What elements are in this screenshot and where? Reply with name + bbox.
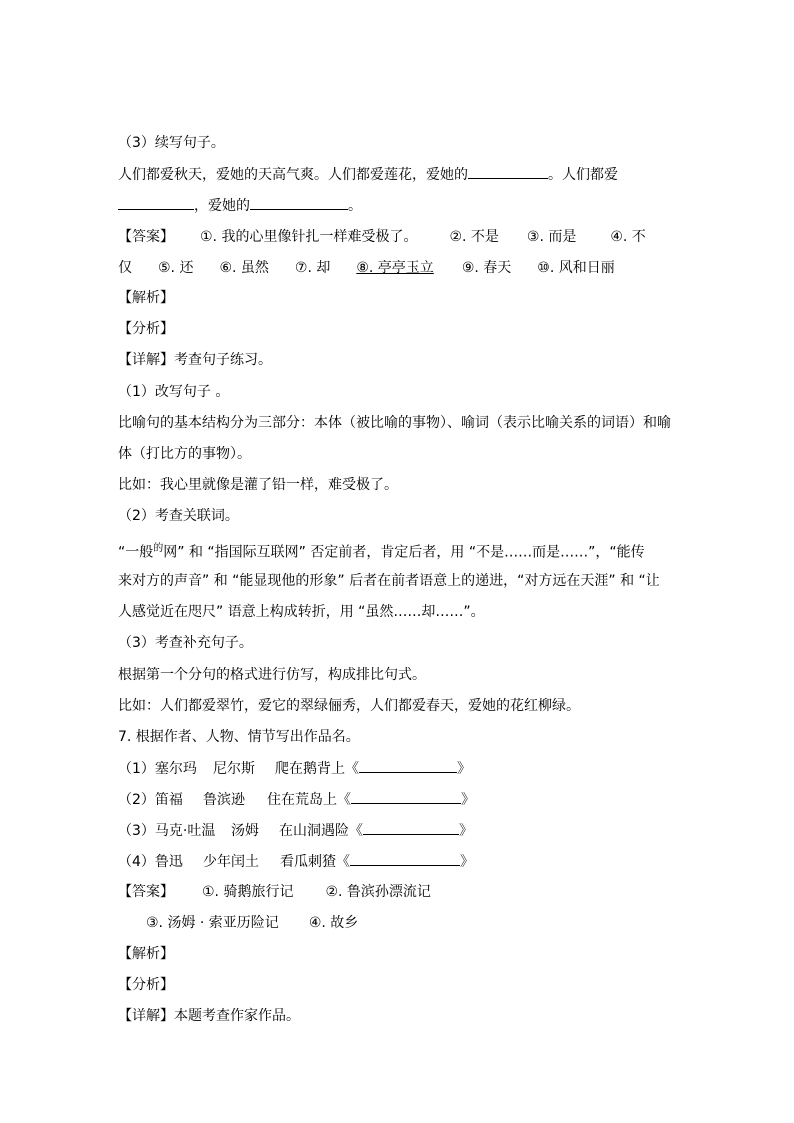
answer-item: ②. 不是: [449, 229, 499, 245]
detail-line: 人感觉近在咫尺” 语意上构成转折，用 “虽然……却……”。: [118, 604, 485, 620]
answer-item: ⑧. 亭亭玉立: [356, 260, 434, 276]
plot: 在山洞遇险《: [279, 823, 363, 839]
character: 鲁滨逊: [203, 792, 245, 808]
text: ，爱她的: [194, 198, 250, 214]
answer-item: ⑩. 风和日丽: [537, 260, 615, 276]
superscript: 的: [153, 543, 164, 554]
detail-line: 比如：我心里就像是灌了铅一样，难受极了。: [118, 477, 398, 493]
plot: 爬在鹅背上《: [275, 761, 359, 777]
question-row: [118, 820, 473, 841]
answer-item: 仅: [118, 260, 132, 276]
detail-line: 根据第一个分句的格式进行仿写，构成排比句式。: [118, 667, 426, 683]
section-label: 【解析】: [118, 946, 174, 962]
plot: 看瓜刺猹《: [280, 854, 350, 870]
answer-item: ③. 汤姆 · 索亚历险记: [146, 915, 279, 931]
question-line: [118, 164, 618, 185]
character: 汤姆: [231, 823, 259, 839]
answer-blank[interactable]: [468, 164, 548, 179]
text: 网” 和 “指国际互联网” 否定前者，肯定后者，用 “不是……而是……”，“能传: [163, 544, 645, 561]
answer-blank[interactable]: [118, 195, 194, 210]
detail-line: 来对方的声音” 和 “能显现他的形象” 后者在前者语意上的递进，“对方远在天涯” 和 “让: [118, 573, 660, 589]
plot: 住在荒岛上《: [267, 792, 351, 808]
answer-blank[interactable]: [351, 789, 461, 804]
answer-blank[interactable]: [350, 851, 460, 866]
detail-line: 体（打比方的事物）。: [118, 446, 251, 462]
detail-line: （1）改写句子 。: [118, 384, 230, 400]
answer-item: ⑨. 春天: [461, 260, 512, 276]
answer-blank[interactable]: [359, 758, 457, 773]
answer-line: [146, 913, 358, 933]
detail-line: 比喻句的基本结构分为三部分：本体（被比喻的事物）、喻词（表示比喻关系的词语）和喻: [118, 415, 671, 431]
answer-line: [118, 258, 615, 278]
detail-line: （2）考查关联词。: [118, 508, 239, 524]
answer-item: ①. 我的心里像针扎一样难受极了。: [200, 229, 418, 245]
text: 》: [457, 761, 471, 777]
answer-item: ②. 鲁滨孙漂流记: [325, 884, 431, 900]
question-title: 7. 根据作者、人物、情节写出作品名。: [118, 729, 360, 745]
author: （4）鲁迅: [118, 854, 183, 870]
answer-item: ③. 而是: [526, 229, 577, 245]
question-subtitle: （3）续写句子。: [118, 135, 225, 151]
answer-blank[interactable]: [250, 195, 348, 210]
answer-item: ④. 不: [610, 229, 646, 245]
answer-label: 【答案】: [118, 884, 174, 900]
text: 》: [460, 854, 474, 870]
answer-line: [118, 227, 646, 247]
detail-line: 比如：人们都爱翠竹，爱它的翠绿俪秀，人们都爱春天，爱她的花红柳绿。: [118, 698, 580, 714]
text: 。: [348, 198, 362, 214]
text: 》: [459, 823, 473, 839]
question-row: [118, 758, 471, 779]
answer-item: ④. 故乡: [308, 915, 359, 931]
text: “一般: [118, 544, 154, 561]
character: 少年闰土: [203, 854, 259, 870]
author: （3）马克·吐温: [118, 823, 216, 839]
author: （2）笛福: [118, 792, 183, 808]
answer-item: ⑦. 却: [294, 260, 331, 276]
question-line: [118, 195, 362, 216]
detail-line: 【详解】本题考查作家作品。: [118, 1008, 300, 1024]
question-row: [118, 789, 475, 810]
text: 人们都爱秋天，爱她的天高气爽。人们都爱莲花，爱她的: [118, 167, 468, 183]
section-label: 【分析】: [118, 321, 174, 337]
detail-line: （3）考查补充句子。: [118, 635, 253, 651]
answer-item: ⑥. 虽然: [219, 260, 269, 276]
answer-item: ⑤. 还: [158, 260, 194, 276]
answer-line: [118, 882, 431, 902]
character: 尼尔斯: [213, 761, 255, 777]
text: 。人们都爱: [548, 167, 618, 183]
section-label: 【解析】: [118, 290, 174, 306]
section-label: 【分析】: [118, 977, 174, 993]
question-row: [118, 851, 474, 872]
detail-line: [118, 539, 645, 563]
answer-blank[interactable]: [363, 820, 459, 835]
answer-item: ①. 骑鹅旅行记: [202, 884, 294, 900]
author: （1）塞尔玛: [118, 761, 197, 777]
text: 》: [461, 792, 475, 808]
detail-line: 【详解】考查句子练习。: [118, 352, 272, 368]
answer-label: 【答案】: [118, 229, 174, 245]
